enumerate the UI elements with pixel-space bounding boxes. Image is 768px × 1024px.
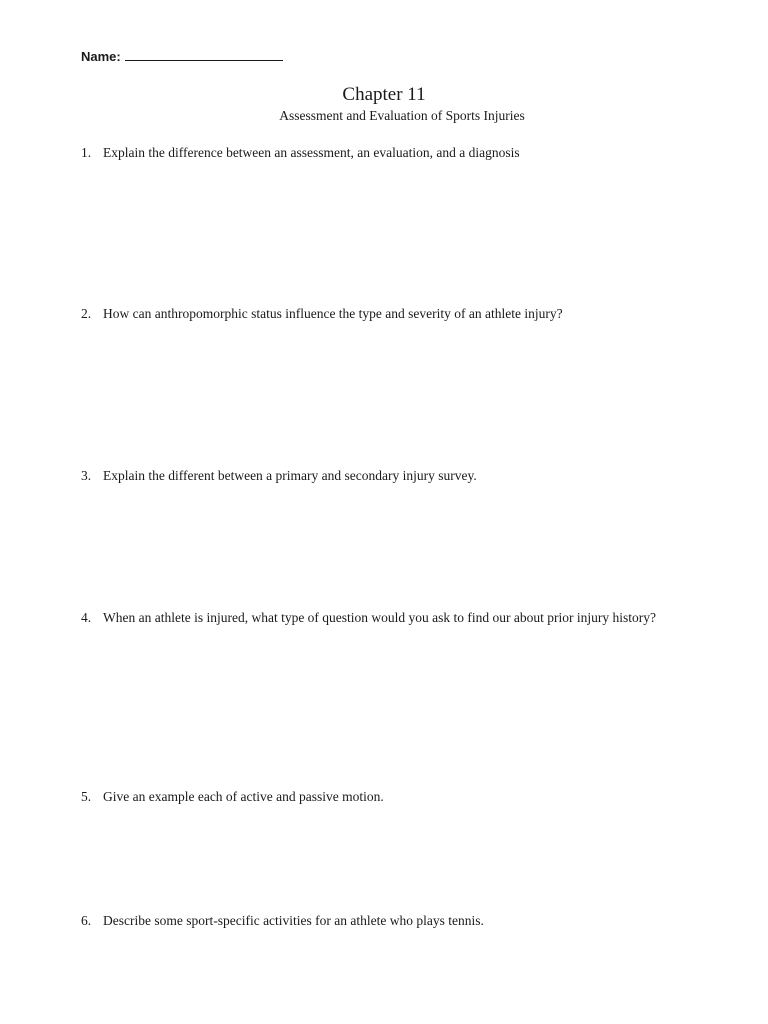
question-number: 5. [81, 789, 92, 804]
question-text: Explain the difference between an assessment, an evaluation, and a diagnosis [103, 145, 520, 160]
question-text: Explain the different between a primary and secondary injury survey. [103, 468, 477, 483]
question-6 [81, 913, 484, 929]
question-1 [81, 145, 520, 161]
question-text: Give an example each of active and passive motion. [103, 789, 384, 804]
name-blank-line [125, 47, 283, 61]
name-label: Name: [81, 49, 121, 64]
question-text: How can anthropomorphic status influence the type and severity of an athlete injury? [103, 306, 563, 321]
question-text: Describe some sport-specific activities for an athlete who plays tennis. [103, 913, 484, 928]
question-3 [81, 468, 477, 484]
chapter-title: Chapter 11 [342, 84, 426, 105]
question-number: 6. [81, 913, 92, 928]
name-field-row [81, 47, 283, 64]
question-text: When an athlete is injured, what type of question would you ask to find our about prior injury history? [103, 610, 657, 625]
question-number: 4. [81, 610, 92, 625]
question-5 [81, 789, 384, 805]
question-2 [81, 306, 563, 322]
question-4 [81, 610, 656, 626]
chapter-subtitle: Assessment and Evaluation of Sports Injuries [279, 108, 525, 123]
question-number: 1. [81, 145, 92, 160]
question-number: 3. [81, 468, 92, 483]
question-number: 2. [81, 306, 92, 321]
